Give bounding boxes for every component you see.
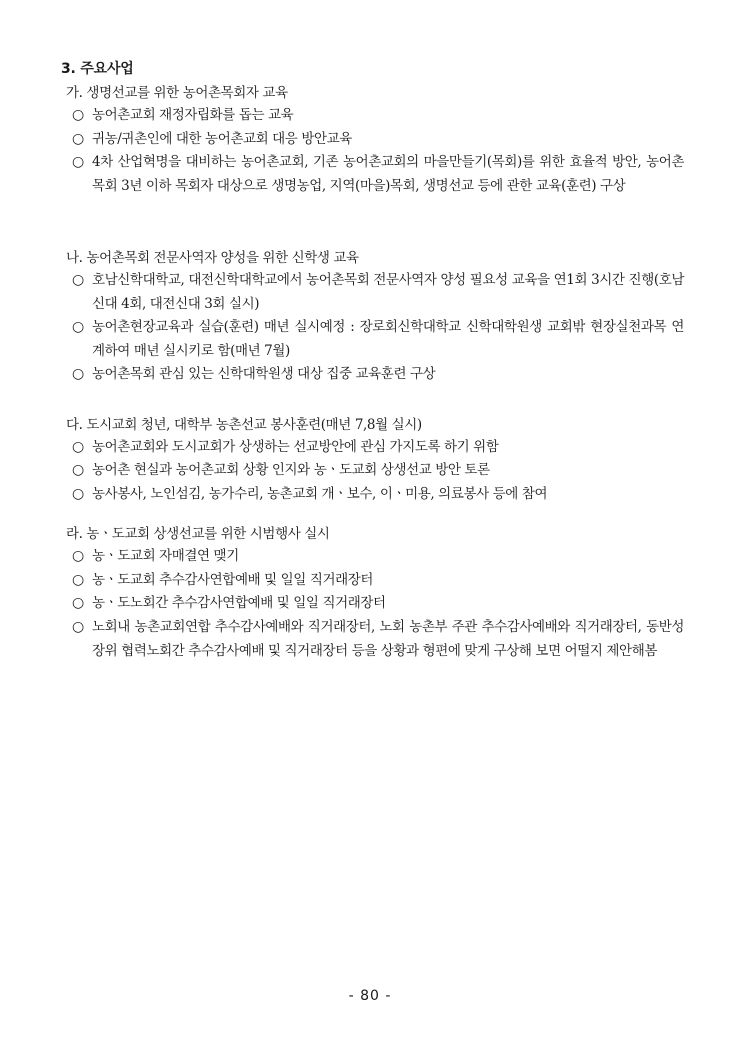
- bullet-icon: ○: [72, 486, 84, 502]
- bullet-icon: ○: [72, 366, 84, 382]
- page-number: - 80 -: [348, 988, 392, 1004]
- bullet-icon: ○: [72, 548, 84, 564]
- list-item-text: 농ㆍ도교회 추수감사연합예배 및 일일 직거래장터: [92, 572, 374, 588]
- list-item: [72, 128, 684, 152]
- list-item: [72, 569, 684, 593]
- list-item: [72, 545, 684, 569]
- bullet-icon: ○: [72, 107, 84, 123]
- list-item: [72, 436, 684, 460]
- list-item-text: 농ㆍ도교회 자매결연 맺기: [92, 548, 239, 564]
- bullet-icon: ○: [72, 272, 84, 288]
- list-item-text: 귀농/귀촌인에 대한 농어촌교회 대응 방안교육: [92, 131, 352, 147]
- list-item-text: 농어촌 현실과 농어촌교회 상황 인지와 농ㆍ도교회 상생선교 방안 토론: [92, 462, 490, 478]
- bullet-icon: ○: [72, 619, 84, 635]
- list-item-text: 호남신학대학교, 대전신학대학교에서 농어촌목회 전문사역자 양성 필요성 교육을 연1회 3시간 진행(호남신대 4회, 대전신대 3회 실시): [92, 272, 684, 312]
- list-item: [72, 459, 684, 483]
- list-item-text: 농어촌현장교육과 실습(훈련) 매년 실시예정 : 장로회신학대학교 신학대학원생 교회밖 현장실천과목 연계하여 매년 실시키로 함(매년 7월): [92, 319, 684, 359]
- list-item: [72, 269, 684, 316]
- list-item: [72, 316, 684, 363]
- list-item: [72, 483, 684, 507]
- subsection-heading-da: 다. 도시교회 청년, 대학부 농촌선교 봉사훈련(매년 7,8월 실시): [66, 417, 422, 433]
- list-item: [72, 616, 684, 663]
- bullet-icon: ○: [72, 462, 84, 478]
- bullet-icon: ○: [72, 572, 84, 588]
- list-item-text: 농사봉사, 노인섬김, 농가수리, 농촌교회 개ㆍ보수, 이ㆍ미용, 의료봉사 등에 참여: [92, 486, 548, 502]
- list-item: [72, 592, 684, 616]
- subsection-heading-na: 나. 농어촌목회 전문사역자 양성을 위한 신학생 교육: [66, 250, 359, 266]
- bullet-icon: ○: [72, 154, 84, 170]
- bullet-icon: ○: [72, 131, 84, 147]
- list-item: [72, 151, 684, 198]
- list-item-text: 농어촌교회와 도시교회가 상생하는 선교방안에 관심 가지도록 하기 위함: [92, 439, 499, 455]
- list-item: [72, 104, 684, 128]
- subsection-heading-ga: 가. 생명선교를 위한 농어촌목회자 교육: [66, 85, 288, 101]
- list-item-text: 4차 산업혁명을 대비하는 농어촌교회, 기존 농어촌교회의 마을만들기(목회)를 위한 효율적 방안, 농어촌목회 3년 이하 목회자 대상으로 생명농업, 지역(마을)목회, 생명선교 등에 관한 교육(훈련) 구상: [92, 154, 684, 194]
- list-item: [72, 363, 684, 387]
- bullet-icon: ○: [72, 439, 84, 455]
- subsection-heading-ra: 라. 농ㆍ도교회 상생선교를 위한 시범행사 실시: [66, 526, 330, 542]
- list-item-text: 농어촌교회 재정자립화를 돕는 교육: [92, 107, 294, 123]
- list-item-text: 노회내 농촌교회연합 추수감사예배와 직거래장터, 노회 농촌부 주관 추수감사예배와 직거래장터, 동반성장위 협력노회간 추수감사예배 및 직거래장터 등을 상황과 형편에 맞게 구상해 보면 어떨지 제안해봄: [92, 619, 684, 659]
- bullet-icon: ○: [72, 319, 84, 335]
- section-title: 3. 주요사업: [61, 61, 134, 77]
- bullet-icon: ○: [72, 595, 84, 611]
- list-item-text: 농어촌목회 관심 있는 신학대학원생 대상 집중 교육훈련 구상: [92, 366, 436, 382]
- list-item-text: 농ㆍ도노회간 추수감사연합예배 및 일일 직거래장터: [92, 595, 386, 611]
